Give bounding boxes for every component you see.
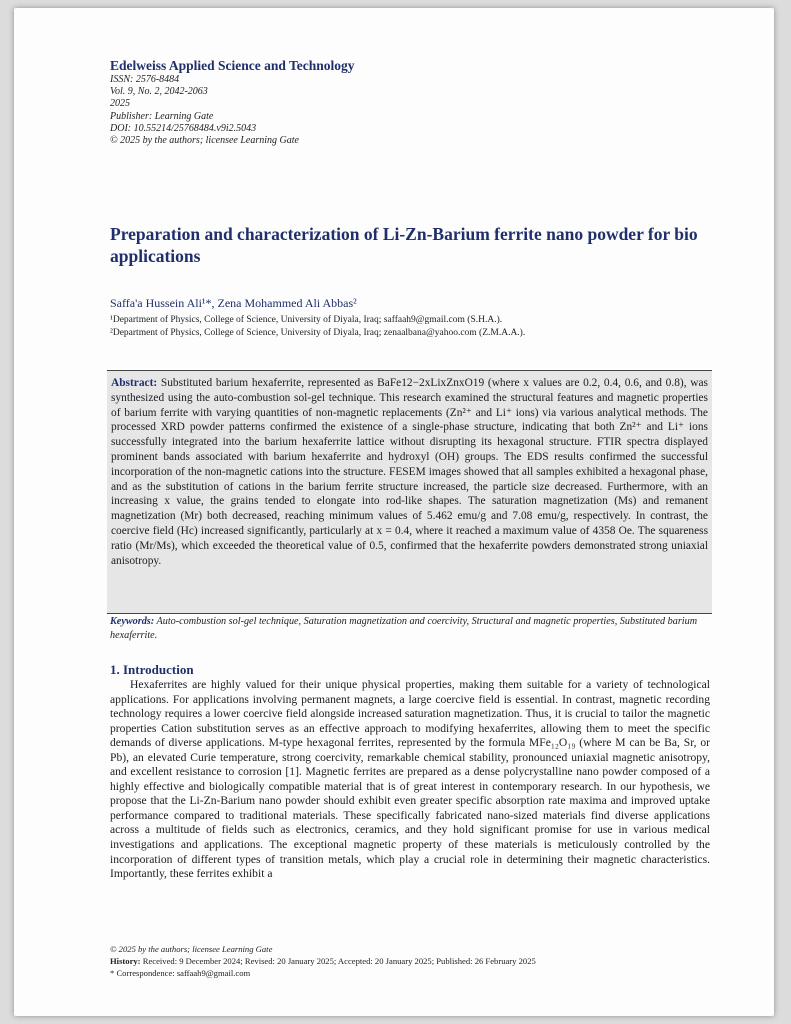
journal-copyright: © 2025 by the authors; licensee Learning Gate [110,135,299,147]
abstract-box [107,370,712,614]
affiliation-1: ¹Department of Physics, College of Science, University of Diyala, Iraq; saffaah9@gmail.com (S.H.A.). [110,315,503,325]
journal-volume: Vol. 9, No. 2, 2042-2063 [110,86,208,98]
history-text: Received: 9 December 2024; Revised: 20 January 2025; Accepted: 20 January 2025; Published: 26 February 2025 [142,956,536,966]
journal-year: 2025 [110,98,130,110]
affiliation-2: ²Department of Physics, College of Science, University of Diyala, Iraq; zenaalbana@yahoo.com (Z.M.A.A.). [110,328,526,338]
paper-page [14,8,774,1016]
journal-header [110,58,710,147]
introduction-heading: 1. Introduction [110,662,194,677]
journal-name: Edelweiss Applied Science and Technology [110,58,355,73]
footer-history [110,955,710,967]
paper-authors: Saffa'a Hussein Ali¹*, Zena Mohammed Ali Abbas² [110,296,357,310]
footer-copyright: © 2025 by the authors; licensee Learning Gate [110,944,273,954]
keywords [110,615,714,643]
journal-publisher: Publisher: Learning Gate [110,110,214,122]
footer-correspondence: * Correspondence: saffaah9@gmail.com [110,968,251,978]
page-footer [110,943,710,979]
journal-issn: ISSN: 2576-8484 [110,74,180,85]
journal-doi: DOI: 10.55214/25768484.v9i2.5043 [110,122,257,134]
affiliations [110,314,730,340]
history-label: History: [110,956,141,966]
keywords-text: Auto-combustion sol-gel technique, Saturation magnetization and coercivity, Structural and magnetic properties, Substituted barium hexaferrite. [110,616,698,641]
abstract-label: Abstract: [111,377,158,389]
abstract-text: Substituted barium hexaferrite, represented as BaFe12−2xLixZnxO19 (where x values are 0.2, 0.4, 0.6, and 0.8), was synthesized using the auto-combustion sol-gel technique. This research examined the structural features and magnetic properties of barium ferrite with varying quantities of non-magnetic replacements (Zn²⁺ and Li⁺ ions) via various analytical methods. The processed XRD powder patterns confirmed the existence of a single-phase structure, indicating that both Zn²⁺ and Li⁺ ions successfully integrated into the barium hexaferrite lattice without disrupting its hexagonal structure. FTIR spectra displayed prominent bands associated with barium hexaferrite and hydroxyl (OH) groups. The EDS results confirmed the successful incorporation of the non-magnetic cations into the structure. FESEM images showed that all samples exhibited a hexagonal phase, and as the substitution of cations in the barium ferrite structure increased, the particle size decreased. Furthermore, with an increasing x value, the grains tended to elongate into rod-like shapes. The saturation magnetization (Ms) and remanent magnetization (Mr) both decreased, reaching minimum values of 5.462 emu/g and 7.08 emu/g, respectively. In contrast, the coercive field (Hc) increased significantly, particularly at x = 0.4, where it reached a maximum value of 4358 Oe. The squareness ratio (Mr/Ms), which exceeded the theoretical value of 0.5, confirmed that the hexaferrite powders demonstrated strong uniaxial anisotropy. [111,377,708,567]
keywords-label: Keywords: [110,616,155,627]
introduction-text: Hexaferrites are highly valued for their unique physical properties, making them suitable for a variety of technological applications. For applications involving permanent magnets, a large coercive field is essential. In contrast, magnetic recording technology requires a lower coercive field alongside increased saturation magnetization. Thus, it is crucial to tailor the magnetic properties Cation substitution serves as an effective approach to modifying hexaferrites, allowing them to meet the specific demands of diverse applications. M-type hexagonal ferrites, represented by the formula MFe₁₂O₁₉ (where M can be Ba, Sr, or Pb), an elevated Curie temperature, strong coercivity, remarkable chemical stability, pronounced uniaxial magnetic anisotropy, and excellent resistance to corrosion [1]. Magnetic ferrites are prepared as a dense polycrystalline nano powder composed of a highly effective and biologically compatible material that is of great interest in contemporary research. In our hypothesis, we propose that the Li-Zn-Barium nano powder should exhibit even greater specific absorption rate maxima and improved uptake performance compared to traditional materials. These specifically fabricated nano-sized materials find diverse applications across a multitude of fields such as electronics, ceramics, and they hold significant promise for use in various medical investigations and applications. The exceptional magnetic property of these materials is meticulously controlled by the incorporation of different types of transition metals, which play a crucial role in determining their magnetic characteristics. Importantly, these ferrites exhibit a [110,678,710,881]
paper-title: Preparation and characterization of Li-Zn-Barium ferrite nano powder for bio applications [110,224,698,266]
